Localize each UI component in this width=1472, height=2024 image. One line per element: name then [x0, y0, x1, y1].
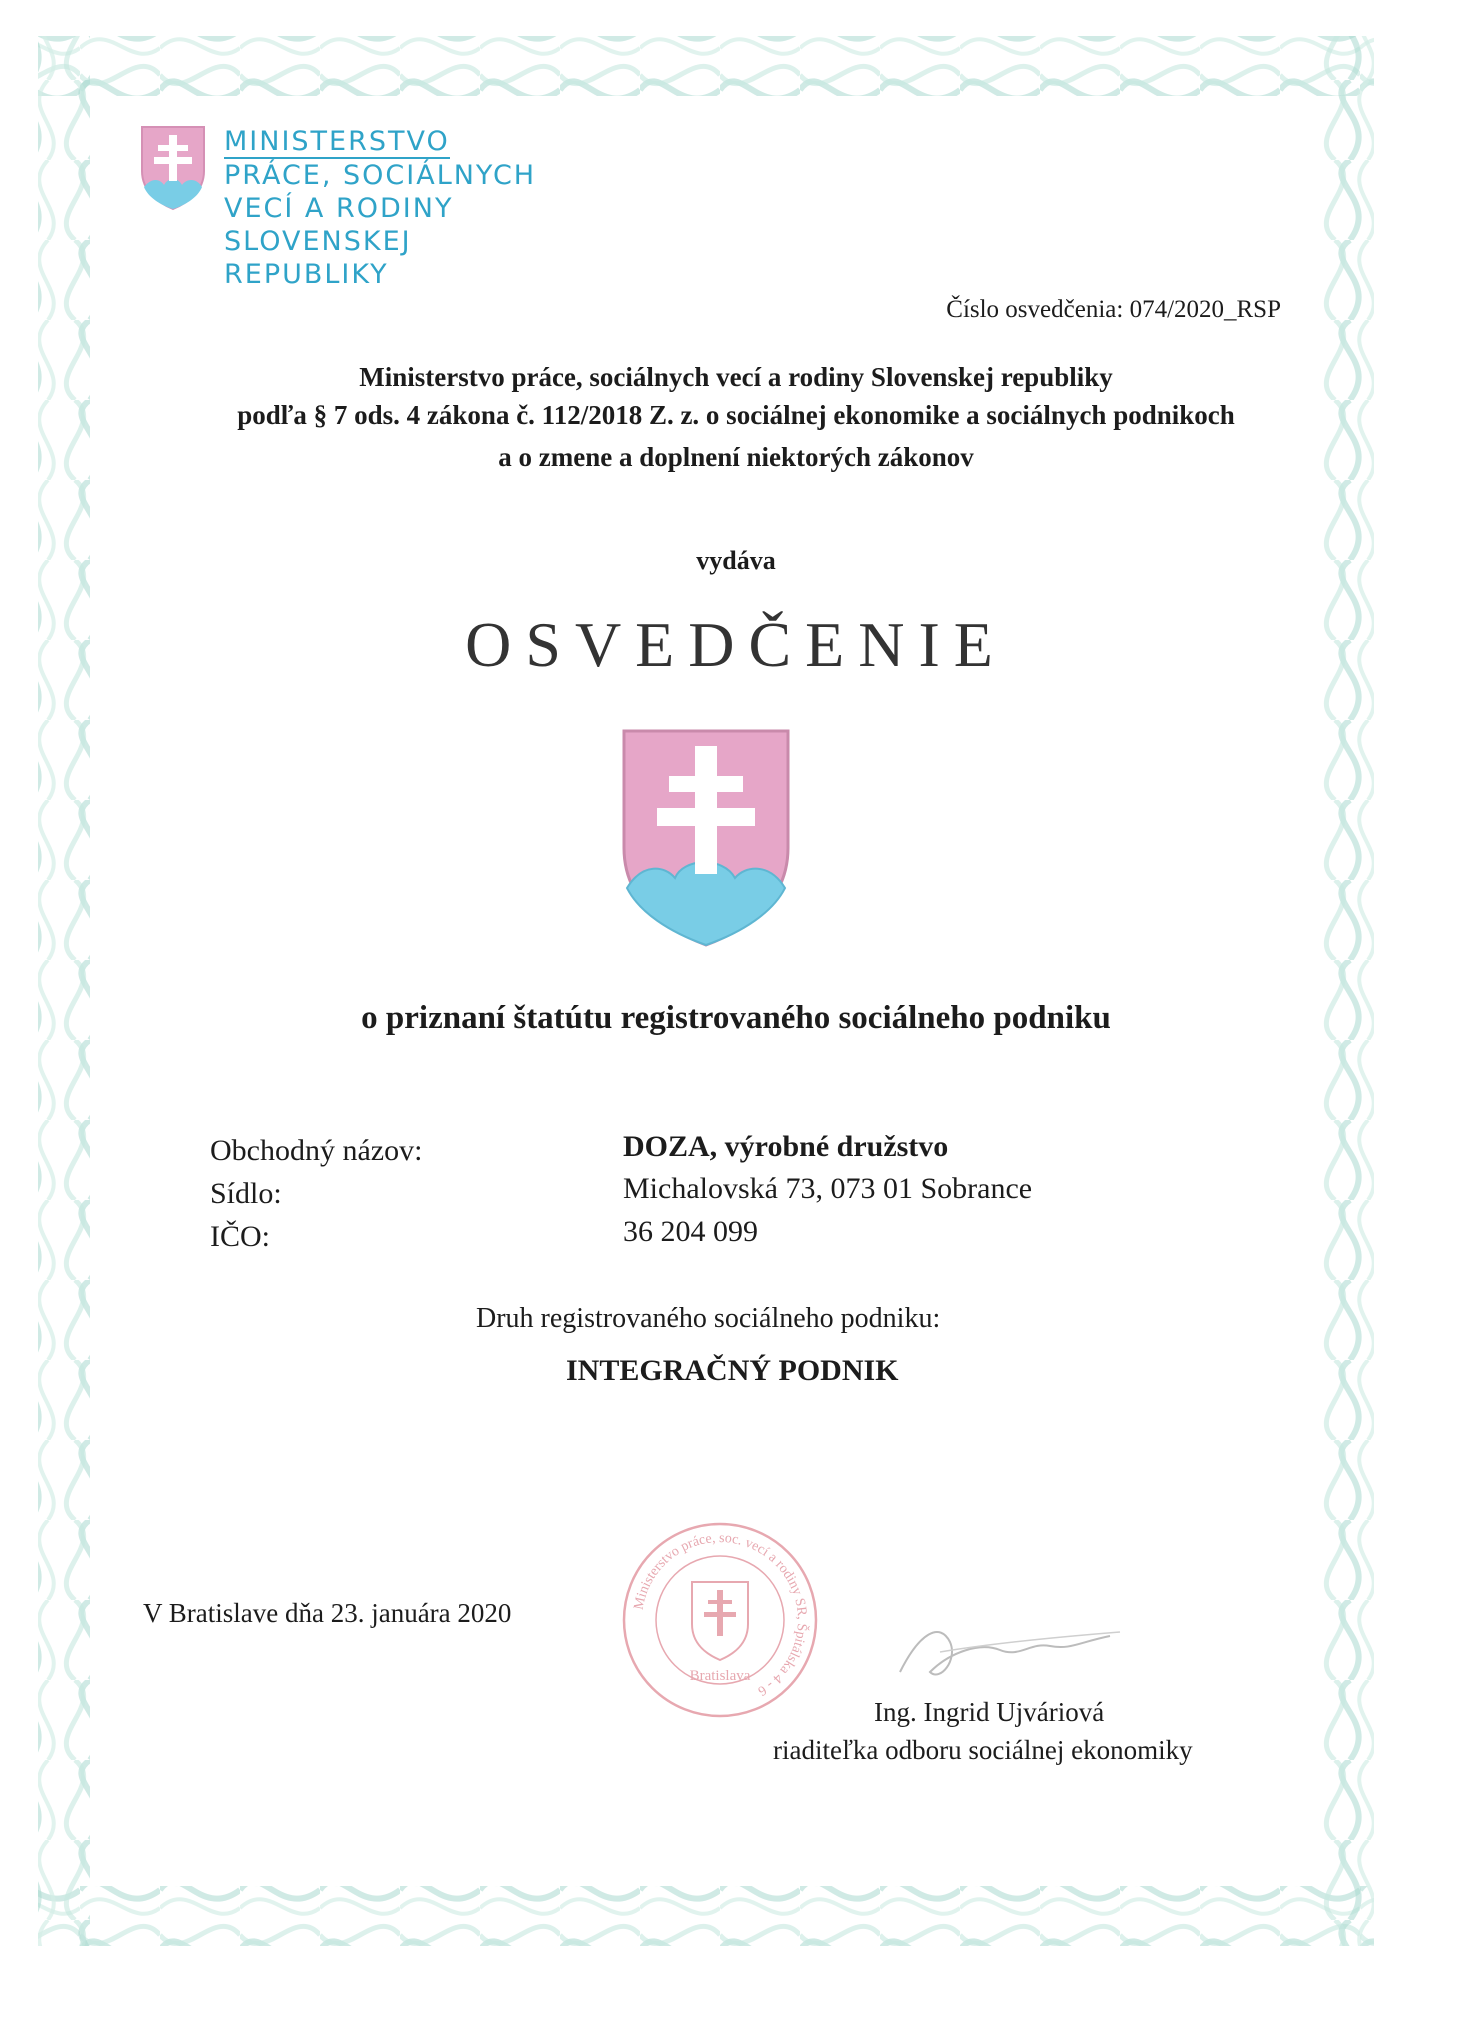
- coat-of-arms-icon: [621, 728, 791, 948]
- coat-of-arms-small-icon: [140, 125, 206, 211]
- logo-line-3: VECÍ A RODINY: [224, 193, 454, 224]
- signatory-role: riaditeľka odboru sociálnej ekonomiky: [773, 1735, 1193, 1765]
- place-date: V Bratislave dňa 23. januára 2020: [143, 1598, 512, 1628]
- issuer-line-2: podľa § 7 ods. 4 zákona č. 112/2018 Z. z. o sociálnej ekonomike a sociálnych podnikoch: [237, 400, 1235, 430]
- logo-line-1: MINISTERSTVO: [224, 126, 450, 157]
- issuer-line-3: a o zmene a doplnení niektorých zákonov: [498, 442, 974, 472]
- company-name-value: DOZA, výrobné družstvo: [623, 1130, 949, 1163]
- enterprise-type-value: INTEGRAČNÝ PODNIK: [566, 1354, 899, 1387]
- enterprise-type-label: Druh registrovaného sociálneho podniku:: [476, 1303, 941, 1334]
- stamp-city: Bratislava: [689, 1668, 751, 1684]
- company-seat-label: Sídlo:: [210, 1177, 282, 1210]
- signature: [880, 1612, 1140, 1692]
- official-stamp: [620, 1520, 820, 1720]
- document-subtitle: o priznaní štatútu registrovaného sociálneho podniku: [361, 1000, 1111, 1036]
- company-ico-label: IČO:: [210, 1220, 270, 1253]
- document-title: OSVEDČENIE: [465, 609, 1007, 680]
- issuer-line-1: Ministerstvo práce, sociálnych vecí a rodiny Slovenskej republiky: [359, 362, 1113, 392]
- company-name-label: Obchodný názov:: [210, 1134, 423, 1167]
- issues-word: vydáva: [696, 546, 776, 575]
- signatory-name: Ing. Ingrid Ujváriová: [874, 1697, 1105, 1727]
- stamp-ring-text: Ministerstvo práce, soc. vecí a rodiny SR, Špitálska 4 - 6: [631, 1530, 810, 1699]
- company-ico-value: 36 204 099: [623, 1215, 758, 1248]
- logo-line-2: PRÁCE, SOCIÁLNYCH: [224, 160, 537, 191]
- ministry-logo: [140, 125, 580, 290]
- certificate-number: Číslo osvedčenia: 074/2020_RSP: [946, 296, 1281, 323]
- logo-line-4: SLOVENSKEJ REPUBLIKY: [224, 226, 412, 290]
- company-seat-value: Michalovská 73, 073 01 Sobrance: [623, 1172, 1033, 1205]
